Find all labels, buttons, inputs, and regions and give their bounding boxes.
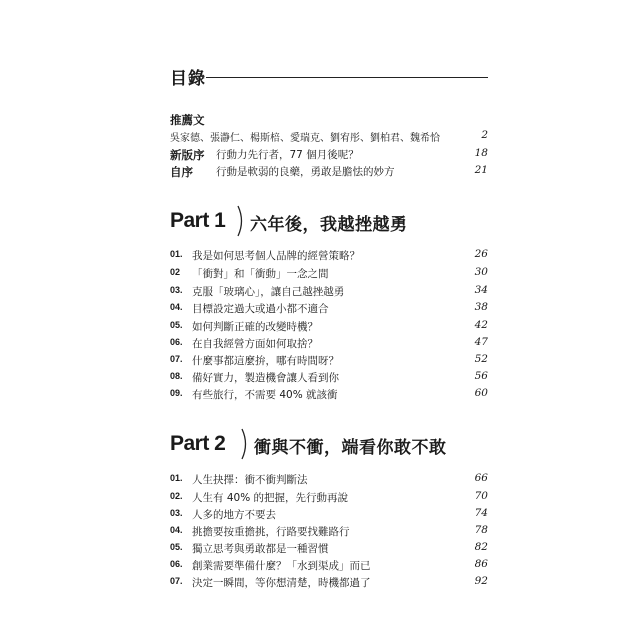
author-preface-text: 行動是軟弱的良藥，勇敢是膽怯的妙方	[216, 166, 395, 178]
toc-entry[interactable]	[170, 490, 488, 505]
part-2-number: Part 2	[170, 432, 226, 455]
entry-title: 我是如何思考個人品牌的經營策略？	[192, 250, 360, 262]
entry-number: 08.	[170, 371, 183, 381]
entry-title: 人生抉擇：衝不衝判斷法	[192, 474, 308, 486]
new-edition-preface-label: 新版序	[170, 148, 205, 162]
entry-number: 06.	[170, 337, 183, 347]
entry-number: 05.	[170, 320, 183, 330]
toc-entry[interactable]	[170, 541, 488, 556]
toc-entry[interactable]	[170, 370, 488, 385]
toc-entry[interactable]	[170, 353, 488, 368]
part-1-header[interactable]	[170, 209, 488, 239]
toc-header	[170, 64, 488, 89]
toc-entry[interactable]	[170, 387, 488, 402]
new-edition-preface-page: 18	[474, 147, 488, 159]
part-2-header[interactable]	[170, 432, 488, 462]
entry-number: 02	[170, 267, 181, 277]
toc-entry[interactable]	[170, 284, 488, 299]
entry-title: 如何判斷正確的改變時機？	[192, 321, 318, 333]
part-2-title: 衝與不衝，端看你敢不敢	[254, 438, 447, 458]
entry-number: 07.	[170, 576, 183, 586]
toc-entry[interactable]	[170, 558, 488, 573]
entry-number: 07.	[170, 354, 183, 364]
toc-title: 目錄	[170, 69, 206, 89]
part-1-arc-ornament	[236, 205, 246, 237]
entry-number: 09.	[170, 388, 183, 398]
entry-title: 克服「玻璃心」，讓自己越挫越勇	[192, 286, 345, 298]
entry-page: 74	[474, 507, 488, 519]
part-1-title: 六年後，我越挫越勇	[250, 215, 408, 235]
author-preface-page: 21	[474, 164, 488, 176]
entry-page: 34	[474, 284, 488, 296]
entry-page: 52	[474, 353, 488, 365]
entry-title: 人生有 40% 的把握，先行動再說	[192, 492, 349, 504]
entry-page: 38	[474, 301, 488, 313]
entry-number: 03.	[170, 285, 183, 295]
entry-page: 26	[474, 248, 488, 260]
entry-title: 獨立思考與勇敢都是一種習慣	[192, 543, 329, 555]
part-1-number: Part 1	[170, 209, 226, 232]
recommendation-authors: 吳家德、張瀞仁、楊斯棓、愛瑞克、劉宥彤、劉柏君、魏希恰	[170, 133, 440, 144]
toc-entry[interactable]	[170, 507, 488, 522]
toc-entry[interactable]	[170, 301, 488, 316]
toc-entry[interactable]	[170, 575, 488, 590]
entry-number: 05.	[170, 542, 183, 552]
entry-number: 01.	[170, 249, 183, 259]
entry-title: 人多的地方不要去	[192, 509, 276, 521]
toc-entry[interactable]	[170, 319, 488, 334]
entry-title: 決定一瞬間，等你想清楚，時機都過了	[192, 577, 371, 589]
entry-page: 86	[474, 558, 488, 570]
recommendation-authors-row[interactable]	[170, 129, 488, 143]
entry-page: 82	[474, 541, 488, 553]
author-preface-row[interactable]	[170, 164, 488, 180]
entry-title: 創業需要準備什麼？「水到渠成」而已	[192, 560, 371, 572]
new-edition-preface-row[interactable]	[170, 147, 488, 163]
entry-title: 目標設定過大或過小都不適合	[192, 303, 329, 315]
toc-entry[interactable]	[170, 248, 488, 263]
entry-page: 42	[474, 319, 488, 331]
new-edition-preface-text: 行動力先行者，77 個月後呢？	[216, 149, 359, 161]
entry-number: 03.	[170, 508, 183, 518]
entry-page: 56	[474, 370, 488, 382]
entry-page: 92	[474, 575, 488, 587]
entry-number: 04.	[170, 525, 183, 535]
entry-title: 在自我經營方面如何取捨？	[192, 338, 318, 350]
toc-entry[interactable]	[170, 524, 488, 539]
entry-title: 什麼事都這麼拚，哪有時間呀？	[192, 355, 339, 367]
entry-number: 01.	[170, 473, 183, 483]
toc-header-rule	[206, 77, 488, 78]
part-2-arc-ornament	[240, 428, 250, 460]
entry-page: 66	[474, 472, 488, 484]
entry-page: 70	[474, 490, 488, 502]
toc-entry[interactable]	[170, 472, 488, 487]
entry-page: 60	[474, 387, 488, 399]
entry-number: 04.	[170, 302, 183, 312]
entry-title: 「衝對」和「衝動」一念之間	[192, 268, 329, 280]
entry-title: 挑擔要按重擔挑，行路要找難路行	[192, 526, 350, 538]
entry-title: 備好實力，製造機會讓人看到你	[192, 372, 339, 384]
toc-entry[interactable]	[170, 336, 488, 351]
recommendation-page: 2	[481, 129, 488, 141]
entry-number: 02.	[170, 491, 183, 501]
entry-page: 78	[474, 524, 488, 536]
author-preface-label: 自序	[170, 165, 193, 179]
toc-entry[interactable]	[170, 266, 488, 281]
entry-page: 47	[474, 336, 488, 348]
recommendation-heading: 推薦文	[170, 113, 205, 127]
entry-page: 30	[474, 266, 488, 278]
entry-number: 06.	[170, 559, 183, 569]
entry-title: 有些旅行，不需要 40% 就該衝	[192, 389, 338, 401]
